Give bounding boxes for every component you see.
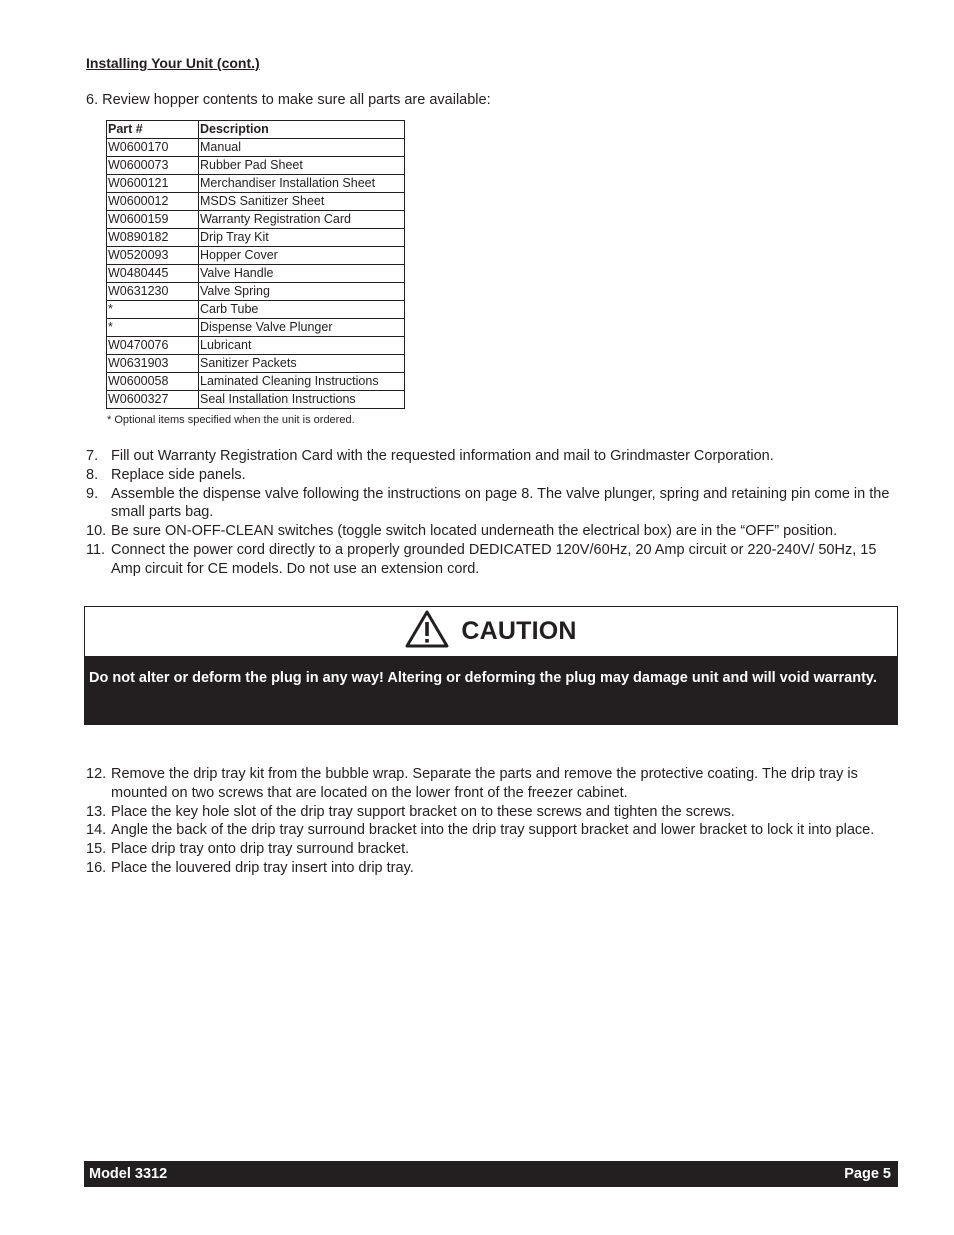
- description-cell: Lubricant: [199, 337, 405, 355]
- parts-table-header-row: [107, 121, 405, 139]
- description-cell: Dispense Valve Plunger: [199, 319, 405, 337]
- caution-title: CAUTION: [461, 617, 577, 645]
- step-text: Angle the back of the drip tray surround bracket into the drip tray support bracket and lower bracket to lock it into place.: [111, 822, 875, 839]
- table-row: [107, 247, 405, 265]
- description-cell: Merchandiser Installation Sheet: [199, 175, 405, 193]
- part-number-cell: W0600170: [107, 139, 199, 157]
- list-item: [86, 522, 906, 541]
- table-footnote: * Optional items specified when the unit is ordered.: [107, 414, 355, 426]
- step-number: 9.: [86, 485, 99, 502]
- description-cell: Drip Tray Kit: [199, 229, 405, 247]
- description-cell: Warranty Registration Card: [199, 211, 405, 229]
- table-row: [107, 139, 405, 157]
- description-cell: Rubber Pad Sheet: [199, 157, 405, 175]
- step-text: Fill out Warranty Registration Card with the requested information and mail to Grindmaster Corporation.: [111, 448, 774, 464]
- section-heading: Installing Your Unit (cont.): [86, 55, 260, 71]
- table-row: [107, 373, 405, 391]
- table-row: [107, 193, 405, 211]
- step-number: 15.: [86, 841, 107, 858]
- step-text: Replace side panels.: [111, 466, 246, 483]
- table-row: [107, 157, 405, 175]
- step-number: 14.: [86, 822, 107, 839]
- list-item: [86, 821, 906, 840]
- list-item: [86, 466, 906, 485]
- description-cell: Hopper Cover: [199, 247, 405, 265]
- description-cell: Carb Tube: [199, 301, 405, 319]
- caution-message: Do not alter or deform the plug in any way! Altering or deforming the plug may damage unit and will void warranty.: [85, 656, 897, 724]
- table-row: [107, 175, 405, 193]
- list-item: [86, 840, 906, 859]
- steps-list-b: [86, 765, 906, 878]
- table-row: [107, 337, 405, 355]
- step-number: 12.: [86, 766, 107, 782]
- table-row: [107, 355, 405, 373]
- description-cell: Manual: [199, 139, 405, 157]
- description-cell: Valve Handle: [199, 265, 405, 283]
- caution-header: [85, 607, 897, 656]
- description-cell: Valve Spring: [199, 283, 405, 301]
- caution-box: [84, 606, 898, 725]
- model-label: Model 3312: [89, 1166, 168, 1182]
- part-number-cell: W0631903: [107, 355, 199, 373]
- step-number: 7.: [86, 448, 99, 464]
- list-item: [86, 485, 906, 523]
- description-cell: Sanitizer Packets: [199, 355, 405, 373]
- step-number: 13.: [86, 803, 107, 820]
- step-number: 11.: [86, 541, 106, 558]
- table-row: [107, 319, 405, 337]
- list-item: [86, 541, 906, 579]
- step-text: Remove the drip tray kit from the bubble wrap. Separate the parts and remove the protective coating. The drip tray is mounted on two screws that are located on the lower front of the freezer cabinet.: [111, 766, 858, 801]
- description-cell: Seal Installation Instructions: [199, 391, 405, 409]
- step-text: Place the louvered drip tray insert into drip tray.: [111, 859, 414, 876]
- part-number-cell: W0600012: [107, 193, 199, 211]
- part-number-cell: W0520093: [107, 247, 199, 265]
- table-row: [107, 301, 405, 319]
- list-item: [86, 765, 906, 803]
- part-number-cell: W0600073: [107, 157, 199, 175]
- step-text: Place the key hole slot of the drip tray support bracket on to these screws and tighten the screws.: [111, 803, 735, 820]
- part-number-cell: *: [107, 301, 199, 319]
- step-6-intro: 6. Review hopper contents to make sure all parts are available:: [86, 92, 491, 108]
- column-header-description: Description: [199, 121, 405, 139]
- step-number: 8.: [86, 466, 99, 483]
- list-item: [86, 803, 906, 822]
- part-number-cell: W0600121: [107, 175, 199, 193]
- column-header-part-number: Part #: [107, 121, 199, 139]
- parts-table: [106, 120, 405, 409]
- table-row: [107, 211, 405, 229]
- step-number: 10.: [86, 523, 107, 540]
- steps-list-a: [86, 447, 906, 579]
- list-item: [86, 447, 906, 466]
- part-number-cell: W0600327: [107, 391, 199, 409]
- step-text: Connect the power cord directly to a properly grounded DEDICATED 120V/60Hz, 20 Amp circuit or 220-240V/ 50Hz, 15 Amp circuit for CE models. Do not use an extension cord.: [111, 541, 877, 577]
- part-number-cell: W0600159: [107, 211, 199, 229]
- step-number: 16.: [86, 859, 107, 876]
- table-row: [107, 391, 405, 409]
- part-number-cell: W0470076: [107, 337, 199, 355]
- page-footer: [84, 1161, 898, 1187]
- table-row: [107, 265, 405, 283]
- part-number-cell: *: [107, 319, 199, 337]
- warning-triangle-icon: [405, 610, 449, 653]
- part-number-cell: W0631230: [107, 283, 199, 301]
- part-number-cell: W0480445: [107, 265, 199, 283]
- step-text: Assemble the dispense valve following the instructions on page 8. The valve plunger, spring and retaining pin come in the small parts bag.: [111, 485, 890, 521]
- description-cell: MSDS Sanitizer Sheet: [199, 193, 405, 211]
- step-text: Place drip tray onto drip tray surround bracket.: [111, 841, 410, 858]
- part-number-cell: W0600058: [107, 373, 199, 391]
- table-row: [107, 229, 405, 247]
- part-number-cell: W0890182: [107, 229, 199, 247]
- table-row: [107, 283, 405, 301]
- page-number: Page 5: [844, 1166, 891, 1182]
- list-item: [86, 859, 906, 878]
- description-cell: Laminated Cleaning Instructions: [199, 373, 405, 391]
- step-text: Be sure ON-OFF-CLEAN switches (toggle switch located underneath the electrical box) are in the “OFF” position.: [111, 523, 838, 540]
